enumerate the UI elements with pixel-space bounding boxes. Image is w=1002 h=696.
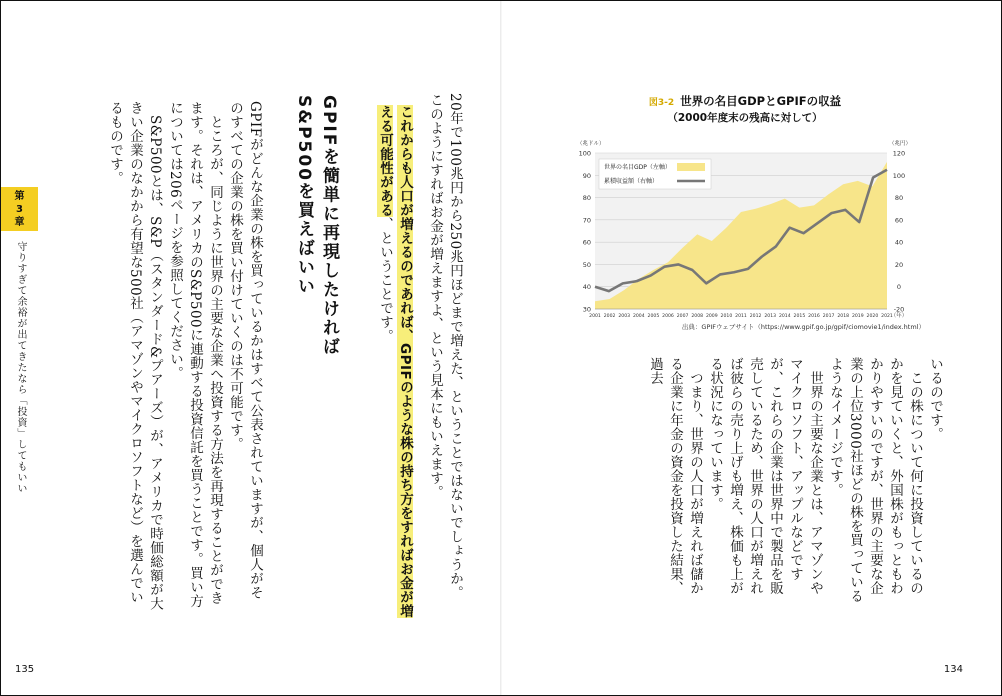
x-tick-label: 2004 xyxy=(632,314,645,319)
x-tick-label: 2016 xyxy=(808,314,820,319)
page-number-left: 135 xyxy=(15,664,35,675)
x-tick-label: 2009 xyxy=(705,314,718,319)
x-tick-label: 2002 xyxy=(603,314,616,319)
x-tick-label: 2020 xyxy=(866,314,879,319)
left-tick-label: 60 xyxy=(582,238,591,247)
x-tick-label: 2019 xyxy=(851,314,864,319)
legend-label-gdp: 世界の名目GDP（左軸） xyxy=(604,164,671,171)
right-tick-label: 0 xyxy=(896,283,902,292)
figure-title: 世界の名目GDPとGPIFの収益 xyxy=(680,94,842,108)
x-tick-label: 2001 xyxy=(589,314,601,319)
x-tick-label: 2010 xyxy=(720,314,733,319)
left-axis-unit: （兆ドル） xyxy=(577,141,605,147)
right-tick-label: 40 xyxy=(894,238,904,247)
figure-number: 図3-2 xyxy=(648,98,675,108)
chapter-tab xyxy=(1,187,38,231)
right-page xyxy=(501,1,1001,695)
x-tick-label: 2006 xyxy=(662,314,674,319)
x-tick-label: 2005 xyxy=(647,314,660,319)
left-tick-label: 50 xyxy=(582,260,591,269)
paragraph-sp500: GPIFがどんな企業の株を買っているかはすべて公表されていますが、個人がそのすべての企業の株を買い付けていくのは不可能です。 ところが、同じように世界の主要な企業へ投資する方法を再現することができます。それは、アメリカのS&P500に連動する投資信託を買うことです。買い方については206ページを参照してください。 S&P500とは、S&P（スタンダード&プアーズ）が、アメリカで時価総額が大きい企業のなかから有望な500社（アマゾンやマイクロソフトなど）を選んでいるものです。 xyxy=(107,101,263,611)
page-number-right: 134 xyxy=(943,664,963,675)
chapter-suffix: 章 xyxy=(14,216,25,228)
left-tick-label: 100 xyxy=(578,149,591,158)
x-tick-label: 2003 xyxy=(618,314,631,319)
legend-swatch-gdp xyxy=(677,163,705,171)
highlighted-statement xyxy=(373,105,415,625)
chapter-number: 3 xyxy=(16,203,23,215)
x-tick-label: 2011 xyxy=(735,314,747,319)
figure-3-2 xyxy=(565,93,925,343)
chapter-title: 守りすぎて余裕が出てきたなら「投資」してもいい xyxy=(15,241,26,494)
figure-source: 出典：GPIFウェブサイト（https://www.gpif.go.jp/gpif/ciomovie1/index.html） xyxy=(681,323,925,331)
x-axis-unit: （年） xyxy=(890,313,908,319)
right-axis-unit: （兆円） xyxy=(889,141,912,147)
x-tick-label: 2015 xyxy=(793,314,806,319)
highlight-line-1: これからも人口が増えるのであれば、GPIFのような株の持ち方をすればお金が xyxy=(397,105,413,605)
left-tick-label: 70 xyxy=(582,216,591,225)
highlight-line-2-rest: 、ということです。 xyxy=(377,217,393,343)
right-tick-label: 20 xyxy=(894,260,904,269)
figure-title-line xyxy=(565,93,925,109)
paragraph-intro: 20年で100兆円から250兆円ほどまで増えた、ということではないでしょうか。 このようにすればお金が増えますよ、という見本にもいえます。 xyxy=(427,93,463,600)
left-tick-label: 30 xyxy=(582,305,591,314)
figure-subtitle: （2000年度末の残高に対して） xyxy=(667,112,823,124)
chapter-label: 第 xyxy=(14,190,25,202)
section-heading: GPIFを簡単に再現したければ S&P500を買えばいい xyxy=(294,95,339,357)
left-tick-label: 40 xyxy=(582,283,591,292)
left-tick-label: 90 xyxy=(582,171,591,180)
x-tick-label: 2012 xyxy=(749,314,762,319)
x-tick-label: 2008 xyxy=(691,314,704,319)
right-tick-label: 100 xyxy=(892,171,906,180)
x-tick-label: 2017 xyxy=(822,314,835,319)
right-tick-label: 80 xyxy=(894,194,904,203)
x-tick-label: 2021 xyxy=(881,314,893,319)
x-tick-label: 2013 xyxy=(764,314,777,319)
x-tick-label: 2007 xyxy=(676,314,689,319)
x-tick-label: 2018 xyxy=(837,314,850,319)
x-tick-label: 2014 xyxy=(778,314,791,319)
highlight-line-2: 増える可能性がある xyxy=(377,105,413,619)
chart xyxy=(565,129,925,321)
body-text-right: いるのです。 この株について何に投資しているのかを見ていくと、外国株がもっともわかりやすいのですが、世界の主要な企業の上位3000社ほどの株を買っているようなイメージです。 世界の主要な企業とは、アマゾンやマイクロソフト、アップルなどですが、これらの企業は世界中で製品を販売しているため、世界の人口が増えれば彼らの売り上げも増え、株価も上がる状況になっています。 つまり、世界の人口が増えれば儲かる企業に年金の資金を投資した結果、過去 xyxy=(647,357,943,604)
right-tick-label: 60 xyxy=(894,216,904,225)
right-tick-label: 120 xyxy=(892,149,906,158)
right-tick-label: -20 xyxy=(893,305,905,314)
left-tick-label: 80 xyxy=(582,194,591,203)
left-page xyxy=(1,1,501,695)
legend-label-returns: 累積収益額（右軸） xyxy=(604,178,659,185)
